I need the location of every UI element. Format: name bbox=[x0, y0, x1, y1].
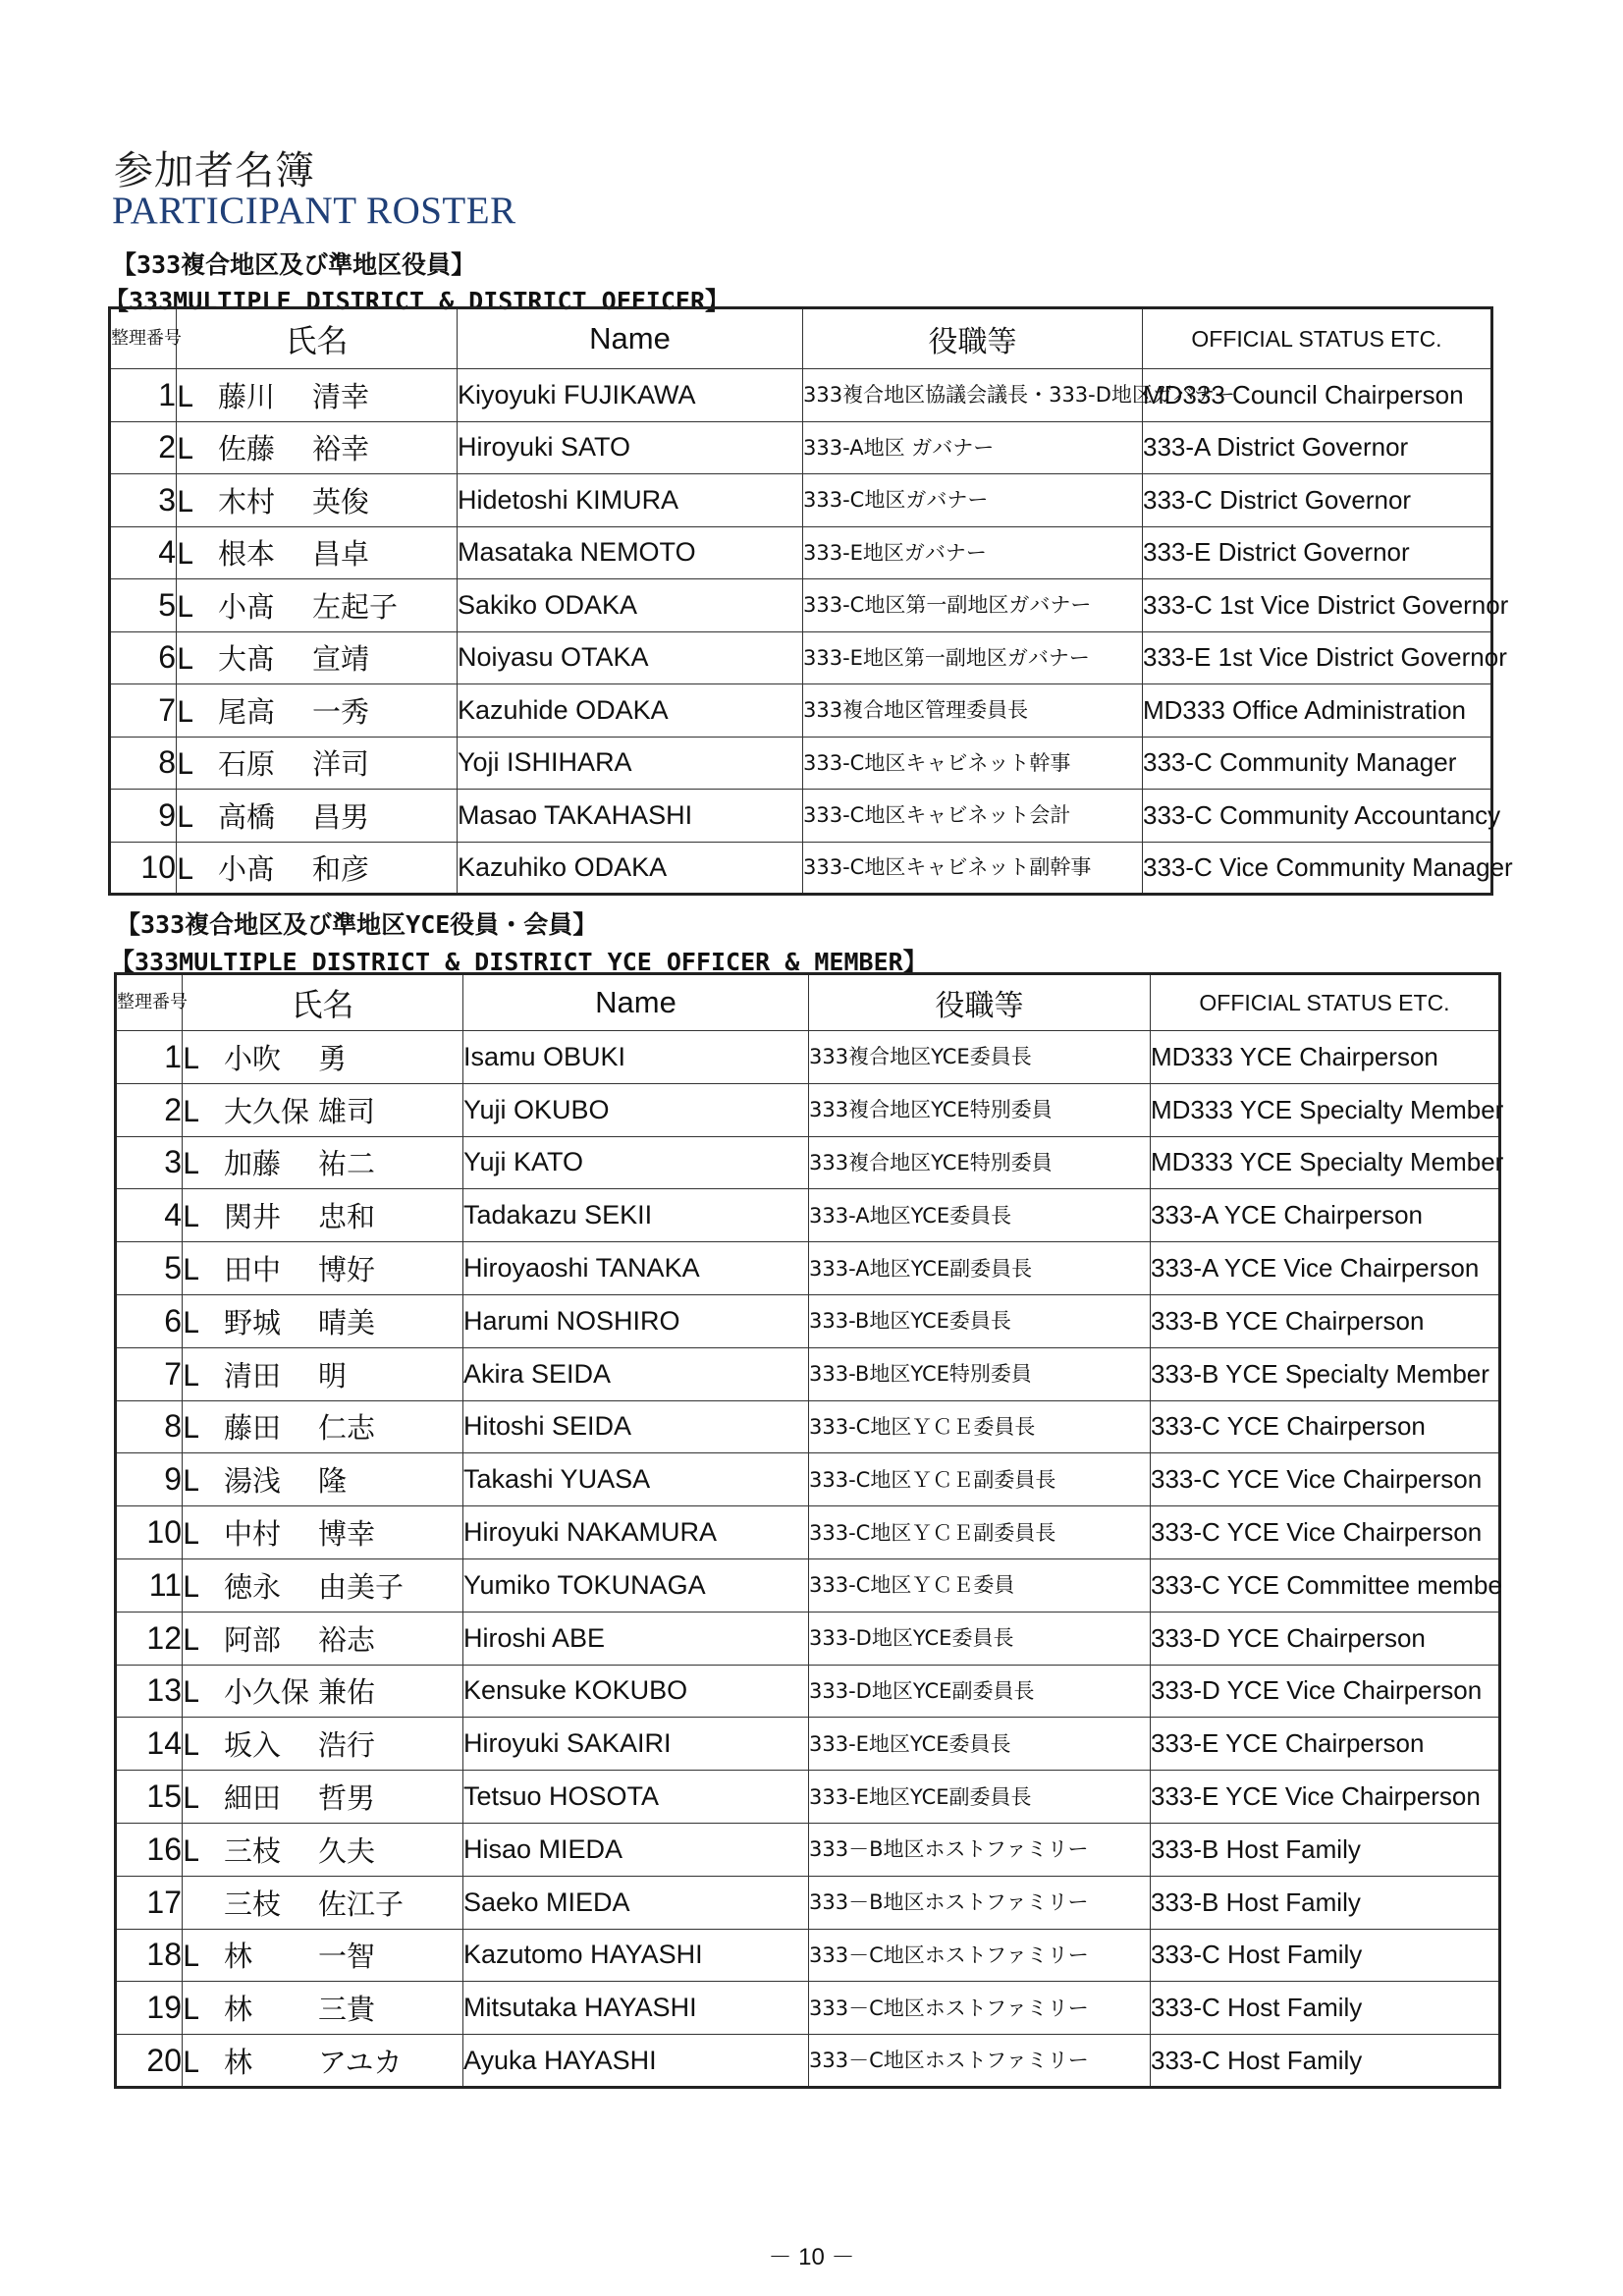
official-status: 333-C Community Manager bbox=[1143, 737, 1492, 790]
family-name-jp: 尾高 bbox=[218, 694, 276, 729]
name-jp-cell bbox=[177, 790, 458, 843]
name-en: Kazutomo HAYASHI bbox=[463, 1929, 809, 1982]
official-status: 333-C YCE Chairperson bbox=[1151, 1400, 1500, 1453]
name-jp-cell bbox=[183, 1506, 463, 1559]
lion-prefix: L bbox=[177, 484, 193, 519]
row-number: 19 bbox=[116, 1982, 183, 2035]
given-name-jp: 一秀 bbox=[312, 694, 370, 729]
family-name-jp: 阿部 bbox=[224, 1622, 282, 1657]
role-jp: 333複合地区YCE特別委員 bbox=[809, 1083, 1151, 1136]
table-row bbox=[110, 421, 1492, 474]
table-row bbox=[116, 1189, 1500, 1242]
lion-prefix: L bbox=[177, 747, 193, 782]
given-name-jp: 忠和 bbox=[318, 1200, 376, 1234]
name-jp-cell bbox=[183, 1347, 463, 1400]
official-status: 333-C Host Family bbox=[1151, 1929, 1500, 1982]
role-jp: 333－B地区ホストファミリー bbox=[809, 1823, 1151, 1876]
role-jp: 333－C地区ホストファミリー bbox=[809, 1929, 1151, 1982]
role-jp: 333-E地区ガバナー bbox=[803, 526, 1143, 579]
table-row bbox=[110, 842, 1492, 895]
name-en: Hiroyuki NAKAMURA bbox=[463, 1506, 809, 1559]
name-en: Hisao MIEDA bbox=[463, 1823, 809, 1876]
col-header-name-jp: 氏名 bbox=[177, 308, 458, 369]
lion-prefix: L bbox=[183, 1200, 199, 1234]
name-jp-cell bbox=[177, 842, 458, 895]
row-number: 7 bbox=[116, 1347, 183, 1400]
lion-prefix: L bbox=[177, 851, 193, 886]
name-jp-cell bbox=[183, 1771, 463, 1824]
lion-prefix: L bbox=[183, 1147, 199, 1181]
official-status: 333-A District Governor bbox=[1143, 421, 1492, 474]
name-en: Takashi YUASA bbox=[463, 1453, 809, 1506]
given-name-jp: 由美子 bbox=[318, 1569, 405, 1604]
family-name-jp: 加藤 bbox=[224, 1147, 282, 1181]
row-number: 10 bbox=[116, 1506, 183, 1559]
lion-prefix: L bbox=[177, 799, 193, 834]
name-jp-cell bbox=[177, 526, 458, 579]
official-status: 333-C YCE Vice Chairperson bbox=[1151, 1506, 1500, 1559]
table-row bbox=[116, 1031, 1500, 1084]
lion-prefix: L bbox=[183, 1464, 199, 1499]
given-name-jp: 哲男 bbox=[318, 1781, 376, 1816]
table-row bbox=[116, 1612, 1500, 1665]
col-header-official-status: OFFICIAL STATUS ETC. bbox=[1143, 308, 1492, 369]
row-number: 9 bbox=[110, 790, 177, 843]
official-status: 333-B YCE Specialty Member bbox=[1151, 1347, 1500, 1400]
role-jp: 333-A地区YCE委員長 bbox=[809, 1189, 1151, 1242]
name-jp-cell bbox=[183, 1242, 463, 1295]
name-jp-cell bbox=[183, 1612, 463, 1665]
lion-prefix: L bbox=[183, 2045, 199, 2079]
role-jp: 333-C地区ＹＣＥ副委員長 bbox=[809, 1453, 1151, 1506]
section1-heading-en: 【333MULTIPLE DISTRICT & DISTRICT OFFICER】 bbox=[104, 287, 730, 315]
row-number: 10 bbox=[110, 842, 177, 895]
name-en: Tetsuo HOSOTA bbox=[463, 1771, 809, 1824]
table-row bbox=[116, 1929, 1500, 1982]
name-jp-cell bbox=[183, 1083, 463, 1136]
family-name-jp: 高橋 bbox=[218, 799, 276, 834]
row-number: 1 bbox=[110, 369, 177, 422]
row-number: 12 bbox=[116, 1612, 183, 1665]
name-jp-cell bbox=[177, 684, 458, 738]
table-row bbox=[116, 1136, 1500, 1189]
name-en: Yuji KATO bbox=[463, 1136, 809, 1189]
role-jp: 333-C地区ＹＣＥ副委員長 bbox=[809, 1506, 1151, 1559]
family-name-jp: 田中 bbox=[224, 1253, 282, 1287]
role-jp: 333-A地区 ガバナー bbox=[803, 421, 1143, 474]
section2-heading-jp: 【333複合地区及び準地区YCE役員・会員】 bbox=[116, 910, 598, 939]
given-name-jp: 祐二 bbox=[318, 1147, 376, 1181]
given-name-jp: 久夫 bbox=[318, 1833, 376, 1868]
given-name-jp: 雄司 bbox=[318, 1094, 376, 1128]
table-row bbox=[116, 1771, 1500, 1824]
name-en: Hidetoshi KIMURA bbox=[458, 474, 803, 527]
lion-prefix: L bbox=[177, 379, 193, 413]
lion-prefix: L bbox=[177, 537, 193, 572]
col-header-number: 整理番号 bbox=[116, 974, 183, 1031]
official-status: 333-B Host Family bbox=[1151, 1823, 1500, 1876]
given-name-jp: 左起子 bbox=[312, 589, 399, 624]
given-name-jp: 勇 bbox=[318, 1041, 348, 1075]
official-status: 333-A YCE Chairperson bbox=[1151, 1189, 1500, 1242]
lion-prefix: L bbox=[177, 432, 193, 466]
name-jp-cell bbox=[177, 631, 458, 684]
name-jp-cell bbox=[177, 369, 458, 422]
table-row bbox=[116, 1718, 1500, 1771]
name-jp-cell bbox=[177, 579, 458, 632]
given-name-jp: 和彦 bbox=[312, 851, 370, 886]
row-number: 6 bbox=[116, 1294, 183, 1347]
role-jp: 333-C地区キャビネット幹事 bbox=[803, 737, 1143, 790]
row-number: 5 bbox=[110, 579, 177, 632]
family-name-jp: 坂入 bbox=[224, 1728, 282, 1763]
name-en: Masao TAKAHASHI bbox=[458, 790, 803, 843]
role-jp: 333－C地区ホストファミリー bbox=[809, 1982, 1151, 2035]
role-jp: 333-B地区YCE委員長 bbox=[809, 1294, 1151, 1347]
name-jp-cell bbox=[183, 1400, 463, 1453]
lion-prefix: L bbox=[183, 1358, 199, 1393]
row-number: 7 bbox=[110, 684, 177, 738]
official-status: MD333 YCE Specialty Member bbox=[1151, 1083, 1500, 1136]
table-row bbox=[116, 1294, 1500, 1347]
family-name-jp: 細田 bbox=[224, 1781, 282, 1816]
official-status: 333-C YCE Vice Chairperson bbox=[1151, 1453, 1500, 1506]
official-status: MD333 Office Administration bbox=[1143, 684, 1492, 738]
given-name-jp: 佐江子 bbox=[318, 1886, 405, 1921]
page-number: － 10 － bbox=[768, 2244, 855, 2270]
row-number: 13 bbox=[116, 1665, 183, 1718]
family-name-jp: 野城 bbox=[224, 1305, 282, 1339]
table-header-row bbox=[116, 974, 1500, 1031]
table-row bbox=[110, 369, 1492, 422]
family-name-jp: 小髙 bbox=[218, 851, 276, 886]
official-status: 333-C Host Family bbox=[1151, 1982, 1500, 2035]
name-en: Hiroshi ABE bbox=[463, 1612, 809, 1665]
row-number: 15 bbox=[116, 1771, 183, 1824]
family-name-jp: 石原 bbox=[218, 747, 276, 782]
table-row bbox=[116, 1665, 1500, 1718]
official-status: 333-E YCE Vice Chairperson bbox=[1151, 1771, 1500, 1824]
family-name-jp: 小吹 bbox=[224, 1041, 282, 1075]
lion-prefix: L bbox=[177, 589, 193, 624]
role-jp: 333-E地区YCE委員長 bbox=[809, 1718, 1151, 1771]
name-jp-cell bbox=[183, 1453, 463, 1506]
official-status: 333-C 1st Vice District Governor bbox=[1143, 579, 1492, 632]
role-jp: 333複合地区管理委員長 bbox=[803, 684, 1143, 738]
given-name-jp: 三貴 bbox=[318, 1993, 376, 2027]
official-status: 333-A YCE Vice Chairperson bbox=[1151, 1242, 1500, 1295]
given-name-jp: 洋司 bbox=[312, 747, 370, 782]
given-name-jp: 隆 bbox=[318, 1464, 348, 1499]
name-jp-cell bbox=[183, 1982, 463, 2035]
family-name-jp: 関井 bbox=[224, 1200, 282, 1234]
given-name-jp: 仁志 bbox=[318, 1411, 376, 1446]
row-number: 8 bbox=[110, 737, 177, 790]
official-status: 333-D YCE Vice Chairperson bbox=[1151, 1665, 1500, 1718]
official-status: 333-E 1st Vice District Governor bbox=[1143, 631, 1492, 684]
name-en: Yumiko TOKUNAGA bbox=[463, 1558, 809, 1612]
family-name-jp: 三枝 bbox=[224, 1833, 282, 1868]
family-name-jp: 林 bbox=[224, 2045, 253, 2079]
row-number: 4 bbox=[116, 1189, 183, 1242]
official-status: 333-E YCE Chairperson bbox=[1151, 1718, 1500, 1771]
role-jp: 333-B地区YCE特別委員 bbox=[809, 1347, 1151, 1400]
lion-prefix: L bbox=[183, 1041, 199, 1075]
table-row bbox=[116, 1083, 1500, 1136]
table-row bbox=[110, 526, 1492, 579]
role-jp: 333-E地区第一副地区ガバナー bbox=[803, 631, 1143, 684]
name-en: Kazuhide ODAKA bbox=[458, 684, 803, 738]
table-row bbox=[116, 1823, 1500, 1876]
given-name-jp: 昌卓 bbox=[312, 537, 370, 572]
role-jp: 333-C地区ＹＣＥ委員 bbox=[809, 1558, 1151, 1612]
family-name-jp: 中村 bbox=[224, 1517, 282, 1552]
name-jp-cell bbox=[183, 1136, 463, 1189]
family-name-jp: 清田 bbox=[224, 1358, 282, 1393]
row-number: 17 bbox=[116, 1876, 183, 1929]
row-number: 3 bbox=[110, 474, 177, 527]
table-row bbox=[116, 1347, 1500, 1400]
lion-prefix: L bbox=[183, 1728, 199, 1763]
lion-prefix: L bbox=[183, 1781, 199, 1816]
role-jp: 333-C地区第一副地区ガバナー bbox=[803, 579, 1143, 632]
lion-prefix: L bbox=[183, 1833, 199, 1868]
given-name-jp: 宣靖 bbox=[312, 642, 370, 677]
name-jp-cell bbox=[183, 1718, 463, 1771]
row-number: 14 bbox=[116, 1718, 183, 1771]
official-status: 333-B YCE Chairperson bbox=[1151, 1294, 1500, 1347]
given-name-jp: 昌男 bbox=[312, 799, 370, 834]
name-en: Noiyasu OTAKA bbox=[458, 631, 803, 684]
lion-prefix: L bbox=[183, 1675, 199, 1710]
name-jp-cell bbox=[183, 1031, 463, 1084]
table-row bbox=[116, 1876, 1500, 1929]
role-jp: 333-D地区YCE副委員長 bbox=[809, 1665, 1151, 1718]
name-jp-cell bbox=[177, 421, 458, 474]
page-title-en: PARTICIPANT ROSTER bbox=[112, 190, 516, 232]
lion-prefix: L bbox=[183, 1622, 199, 1657]
name-en: Masataka NEMOTO bbox=[458, 526, 803, 579]
name-jp-cell bbox=[183, 1189, 463, 1242]
family-name-jp: 根本 bbox=[218, 537, 276, 572]
official-status: 333-B Host Family bbox=[1151, 1876, 1500, 1929]
given-name-jp: 裕志 bbox=[318, 1622, 376, 1657]
section2-heading-en: 【333MULTIPLE DISTRICT & DISTRICT YCE OFFICER & MEMBER】 bbox=[110, 948, 928, 976]
name-jp-cell bbox=[183, 2035, 463, 2088]
role-jp: 333－C地区ホストファミリー bbox=[809, 2035, 1151, 2088]
name-en: Ayuka HAYASHI bbox=[463, 2035, 809, 2088]
lion-prefix: L bbox=[183, 1094, 199, 1128]
official-status: 333-C YCE Committee membe bbox=[1151, 1558, 1500, 1612]
row-number: 2 bbox=[110, 421, 177, 474]
row-number: 11 bbox=[116, 1558, 183, 1612]
row-number: 6 bbox=[110, 631, 177, 684]
yce-member-table bbox=[114, 972, 1504, 2089]
col-header-role-jp: 役職等 bbox=[803, 308, 1143, 369]
row-number: 1 bbox=[116, 1031, 183, 1084]
given-name-jp: 英俊 bbox=[312, 484, 370, 519]
row-number: 9 bbox=[116, 1453, 183, 1506]
name-en: Akira SEIDA bbox=[463, 1347, 809, 1400]
row-number: 5 bbox=[116, 1242, 183, 1295]
official-status: MD333 YCE Specialty Member bbox=[1151, 1136, 1500, 1189]
given-name-jp: 博幸 bbox=[318, 1517, 376, 1552]
official-status: 333-E District Governor bbox=[1143, 526, 1492, 579]
lion-prefix: L bbox=[183, 1517, 199, 1552]
section1-heading-jp: 【333複合地区及び準地区役員】 bbox=[112, 250, 476, 279]
name-jp-cell bbox=[183, 1876, 463, 1929]
name-en: Tadakazu SEKII bbox=[463, 1189, 809, 1242]
given-name-jp: 清幸 bbox=[312, 379, 370, 413]
col-header-name-en: Name bbox=[463, 974, 809, 1031]
name-en: Isamu OBUKI bbox=[463, 1031, 809, 1084]
given-name-jp: 裕幸 bbox=[312, 432, 370, 466]
col-header-name-en: Name bbox=[458, 308, 803, 369]
role-jp: 333－B地区ホストファミリー bbox=[809, 1876, 1151, 1929]
role-jp: 333複合地区YCE委員長 bbox=[809, 1031, 1151, 1084]
table-row bbox=[116, 1982, 1500, 2035]
table-row bbox=[110, 684, 1492, 738]
page-title-jp: 参加者名簿 bbox=[114, 148, 315, 193]
col-header-number: 整理番号 bbox=[110, 308, 177, 369]
lion-prefix: L bbox=[183, 1569, 199, 1604]
lion-prefix: L bbox=[183, 1253, 199, 1287]
table-row bbox=[116, 1400, 1500, 1453]
row-number: 2 bbox=[116, 1083, 183, 1136]
name-jp-cell bbox=[183, 1665, 463, 1718]
given-name-jp: 明 bbox=[318, 1358, 348, 1393]
name-jp-cell bbox=[183, 1558, 463, 1612]
table-header-row bbox=[110, 308, 1492, 369]
given-name-jp: アユカ bbox=[318, 2045, 403, 2079]
role-jp: 333-C地区ＹＣＥ委員長 bbox=[809, 1400, 1151, 1453]
name-en: Hiroyaoshi TANAKA bbox=[463, 1242, 809, 1295]
role-jp: 333複合地区協議会議長・333-D地区ガバナー bbox=[803, 369, 1143, 422]
table-row bbox=[116, 2035, 1500, 2088]
name-en: Saeko MIEDA bbox=[463, 1876, 809, 1929]
row-number: 4 bbox=[110, 526, 177, 579]
given-name-jp: 晴美 bbox=[318, 1305, 376, 1339]
row-number: 3 bbox=[116, 1136, 183, 1189]
name-en: Kensuke KOKUBO bbox=[463, 1665, 809, 1718]
role-jp: 333-D地区YCE委員長 bbox=[809, 1612, 1151, 1665]
table-row bbox=[116, 1453, 1500, 1506]
table-row bbox=[110, 631, 1492, 684]
table-row bbox=[116, 1242, 1500, 1295]
official-status: 333-C District Governor bbox=[1143, 474, 1492, 527]
name-jp-cell bbox=[183, 1294, 463, 1347]
table-row bbox=[110, 474, 1492, 527]
family-name-jp: 佐藤 bbox=[218, 432, 276, 466]
table-row bbox=[110, 737, 1492, 790]
role-jp: 333-C地区キャビネット副幹事 bbox=[803, 842, 1143, 895]
name-en: Hiroyuki SAKAIRI bbox=[463, 1718, 809, 1771]
lion-prefix: L bbox=[177, 642, 193, 677]
official-status: 333-C Vice Community Manager bbox=[1143, 842, 1492, 895]
family-name-jp: 林 bbox=[224, 1993, 253, 2027]
role-jp: 333-E地区YCE副委員長 bbox=[809, 1771, 1151, 1824]
family-name-jp: 林 bbox=[224, 1940, 253, 1974]
table-row bbox=[116, 1558, 1500, 1612]
lion-prefix: L bbox=[183, 1993, 199, 2027]
official-status: MD333 YCE Chairperson bbox=[1151, 1031, 1500, 1084]
family-name-jp: 徳永 bbox=[224, 1569, 282, 1604]
role-jp: 333-A地区YCE副委員長 bbox=[809, 1242, 1151, 1295]
family-name-jp: 藤田 bbox=[224, 1411, 282, 1446]
name-jp-cell bbox=[183, 1929, 463, 1982]
table-row bbox=[110, 579, 1492, 632]
name-en: Sakiko ODAKA bbox=[458, 579, 803, 632]
name-en: Hiroyuki SATO bbox=[458, 421, 803, 474]
row-number: 16 bbox=[116, 1823, 183, 1876]
table-row bbox=[110, 790, 1492, 843]
col-header-official-status: OFFICIAL STATUS ETC. bbox=[1151, 974, 1500, 1031]
table-row bbox=[116, 1506, 1500, 1559]
official-status: 333-D YCE Chairperson bbox=[1151, 1612, 1500, 1665]
name-jp-cell bbox=[177, 737, 458, 790]
family-name-jp: 木村 bbox=[218, 484, 276, 519]
row-number: 18 bbox=[116, 1929, 183, 1982]
role-jp: 333-C地区キャビネット会計 bbox=[803, 790, 1143, 843]
official-status: 333-C Host Family bbox=[1151, 2035, 1500, 2088]
name-en: Harumi NOSHIRO bbox=[463, 1294, 809, 1347]
family-name-jp: 三枝 bbox=[224, 1886, 282, 1921]
given-name-jp: 兼佑 bbox=[318, 1675, 376, 1710]
name-en: Hitoshi SEIDA bbox=[463, 1400, 809, 1453]
role-jp: 333複合地区YCE特別委員 bbox=[809, 1136, 1151, 1189]
name-en: Kazuhiko ODAKA bbox=[458, 842, 803, 895]
official-status: 333-C Community Accountancy bbox=[1143, 790, 1492, 843]
name-jp-cell bbox=[183, 1823, 463, 1876]
name-en: Yoji ISHIHARA bbox=[458, 737, 803, 790]
col-header-name-jp: 氏名 bbox=[183, 974, 463, 1031]
given-name-jp: 博好 bbox=[318, 1253, 376, 1287]
role-jp: 333-C地区ガバナー bbox=[803, 474, 1143, 527]
family-name-jp: 大久保 bbox=[224, 1094, 310, 1128]
officer-table bbox=[108, 306, 1513, 896]
family-name-jp: 藤川 bbox=[218, 379, 276, 413]
family-name-jp: 小久保 bbox=[224, 1675, 310, 1710]
lion-prefix: L bbox=[183, 1940, 199, 1974]
given-name-jp: 浩行 bbox=[318, 1728, 376, 1763]
name-en: Yuji OKUBO bbox=[463, 1083, 809, 1136]
name-en: Kiyoyuki FUJIKAWA bbox=[458, 369, 803, 422]
lion-prefix: L bbox=[177, 694, 193, 729]
given-name-jp: 一智 bbox=[318, 1940, 376, 1974]
row-number: 20 bbox=[116, 2035, 183, 2088]
name-en: Mitsutaka HAYASHI bbox=[463, 1982, 809, 2035]
family-name-jp: 湯浅 bbox=[224, 1464, 282, 1499]
family-name-jp: 小髙 bbox=[218, 589, 276, 624]
lion-prefix: L bbox=[183, 1411, 199, 1446]
family-name-jp: 大髙 bbox=[218, 642, 276, 677]
lion-prefix: L bbox=[183, 1305, 199, 1339]
row-number: 8 bbox=[116, 1400, 183, 1453]
col-header-role-jp: 役職等 bbox=[809, 974, 1151, 1031]
official-status: MD333 Council Chairperson bbox=[1143, 369, 1492, 422]
name-jp-cell bbox=[177, 474, 458, 527]
